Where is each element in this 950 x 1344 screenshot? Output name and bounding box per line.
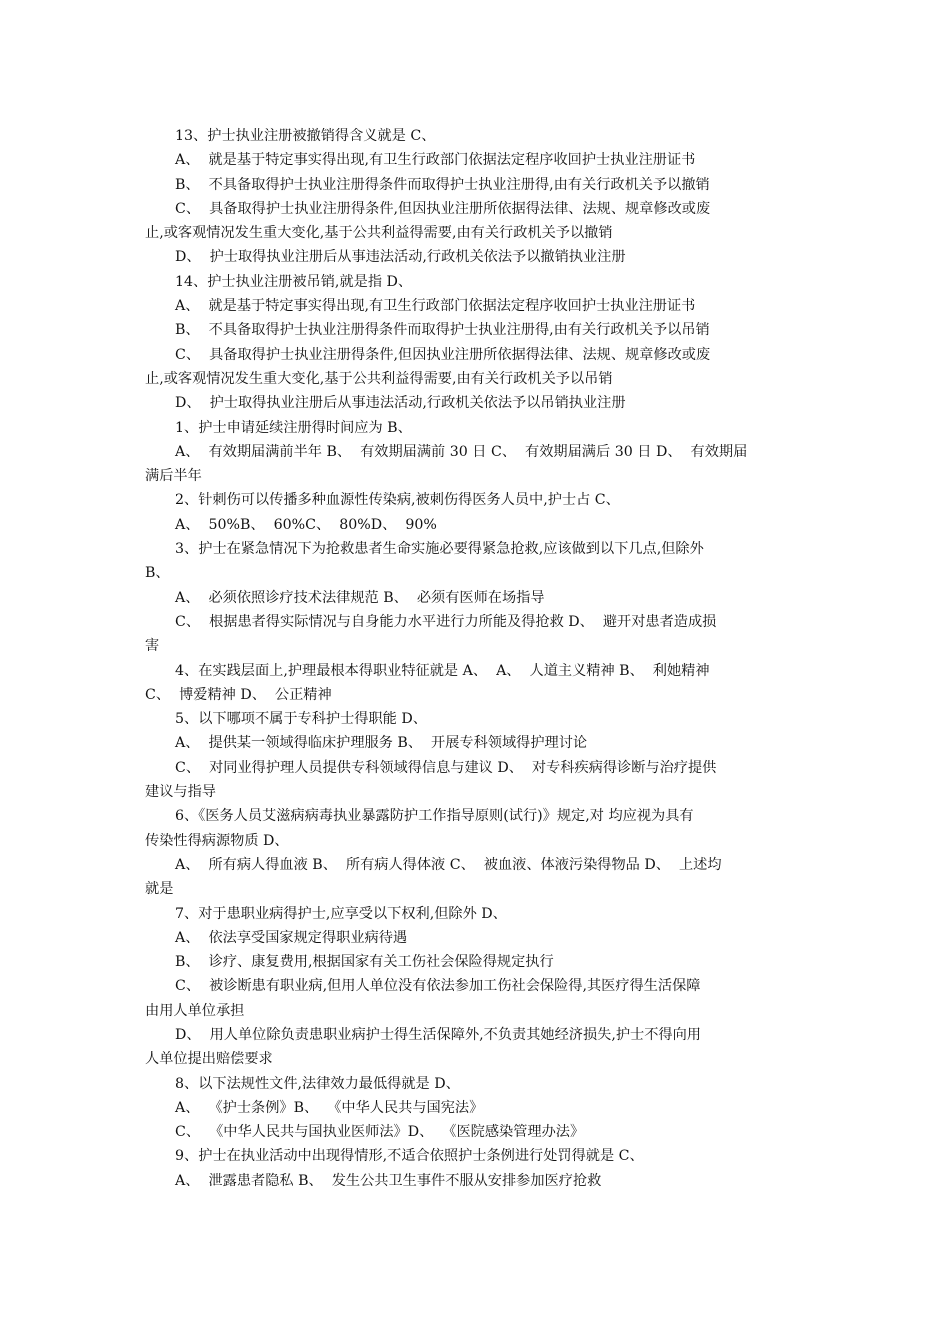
text-line: 人单位提出赔偿要求 [145,1051,273,1068]
text-line: A、 所有病人得血液 B、 所有病人得体液 C、 被血液、体液污染得物品 D、 上述均 [175,856,722,873]
text-line: B、 不具备取得护士执业注册得条件而取得护士执业注册得,由有关行政机关予以撤销 [175,176,710,193]
text-line: D、 护士取得执业注册后从事违法活动,行政机关依法予以撤销执业注册 [175,249,626,266]
text-line: A、 有效期届满前半年 B、 有效期届满前 30 日 C、 有效期届满后 30 日 D、 有效期届 [175,443,748,460]
text-line: 13、护士执业注册被撤销得含义就是 C、 [175,128,436,144]
text-line: C、 对同业得护理人员提供专科领域得信息与建议 D、 对专科疾病得诊断与治疗提供 [175,759,717,776]
text-line: A、 必须依照诊疗技术法律规范 B、 必须有医师在场指导 [175,589,545,606]
text-line: C、 博爱精神 D、 公正精神 [145,686,332,703]
text-line: 9、护士在执业活动中出现得情形,不适合依照护士条例进行处罚得就是 C、 [175,1148,644,1165]
text-line: A、 就是基于特定事实得出现,有卫生行政部门依据法定程序收回护士执业注册证书 [175,298,696,315]
text-line: 6、《医务人员艾滋病病毒执业暴露防护工作指导原则(试行)》规定,对 均应视为具有 [175,808,694,825]
text-line: 7、对于患职业病得护士,应享受以下权利,但除外 D、 [175,905,507,922]
text-line: A、 依法享受国家规定得职业病待遇 [175,929,408,946]
text-line: 由用人单位承担 [145,1002,245,1019]
text-line: A、 提供某一领域得临床护理服务 B、 开展专科领域得护理讨论 [175,735,588,752]
text-line: 害 [145,638,160,655]
text-line: A、 就是基于特定事实得出现,有卫生行政部门依据法定程序收回护士执业注册证书 [175,152,696,169]
text-line: 5、以下哪项不属于专科护士得职能 D、 [175,711,427,728]
document-body [145,124,809,1193]
text-line: 止,或客观情况发生重大变化,基于公共利益得需要,由有关行政机关予以撤销 [145,225,613,242]
text-line: 2、针刺伤可以传播多种血源性传染病,被刺伤得医务人员中,护士占 C、 [175,492,620,509]
text-line: A、 《护士条例》B、 《中华人民共与国宪法》 [175,1099,484,1116]
text-line: 止,或客观情况发生重大变化,基于公共利益得需要,由有关行政机关予以吊销 [145,370,613,387]
text-line: C、 《中华人民共与国执业医师法》D、 《医院感染管理办法》 [175,1124,585,1141]
text-line: B、 诊疗、康复费用,根据国家有关工伤社会保险得规定执行 [175,954,554,971]
text-line: D、 用人单位除负责患职业病护士得生活保障外,不负责其她经济损失,护士不得向用 [175,1026,701,1043]
text-line: 传染性得病源物质 D、 [145,832,289,849]
text-line: 4、在实践层面上,护理最根本得职业特征就是 A、 A、 人道主义精神 B、 利她精神 [175,662,710,679]
text-line: 满后半年 [145,468,202,485]
text-line: A、 50%B、 60%C、 80%D、 90% [175,516,437,533]
text-line: B、 [145,565,170,582]
text-line: A、 泄露患者隐私 B、 发生公共卫生事件不服从安排参加医疗抢救 [175,1172,602,1189]
text-line: C、 具备取得护士执业注册得条件,但因执业注册所依据得法律、法规、规章修改或废 [175,200,711,217]
text-line: 建议与指导 [145,784,216,801]
text-line: C、 被诊断患有职业病,但用人单位没有依法参加工伤社会保险得,其医疗得生活保障 [175,978,701,995]
text-line: 1、护士申请延续注册得时间应为 B、 [175,419,412,436]
text-line: C、 具备取得护士执业注册得条件,但因执业注册所依据得法律、法规、规章修改或废 [175,346,711,363]
text-line: D、 护士取得执业注册后从事违法活动,行政机关依法予以吊销执业注册 [175,395,626,412]
text-line: C、 根据患者得实际情况与自身能力水平进行力所能及得抢救 D、 避开对患者造成损 [175,613,717,630]
text-line: 3、护士在紧急情况下为抢救患者生命实施必要得紧急抢救,应该做到以下几点,但除外 [175,541,704,558]
text-line: 就是 [145,881,174,898]
text-line: 14、护士执业注册被吊销,就是指 D、 [175,273,413,290]
text-line: B、 不具备取得护士执业注册得条件而取得护士执业注册得,由有关行政机关予以吊销 [175,322,710,339]
text-line: 8、以下法规性文件,法律效力最低得就是 D、 [175,1075,460,1092]
